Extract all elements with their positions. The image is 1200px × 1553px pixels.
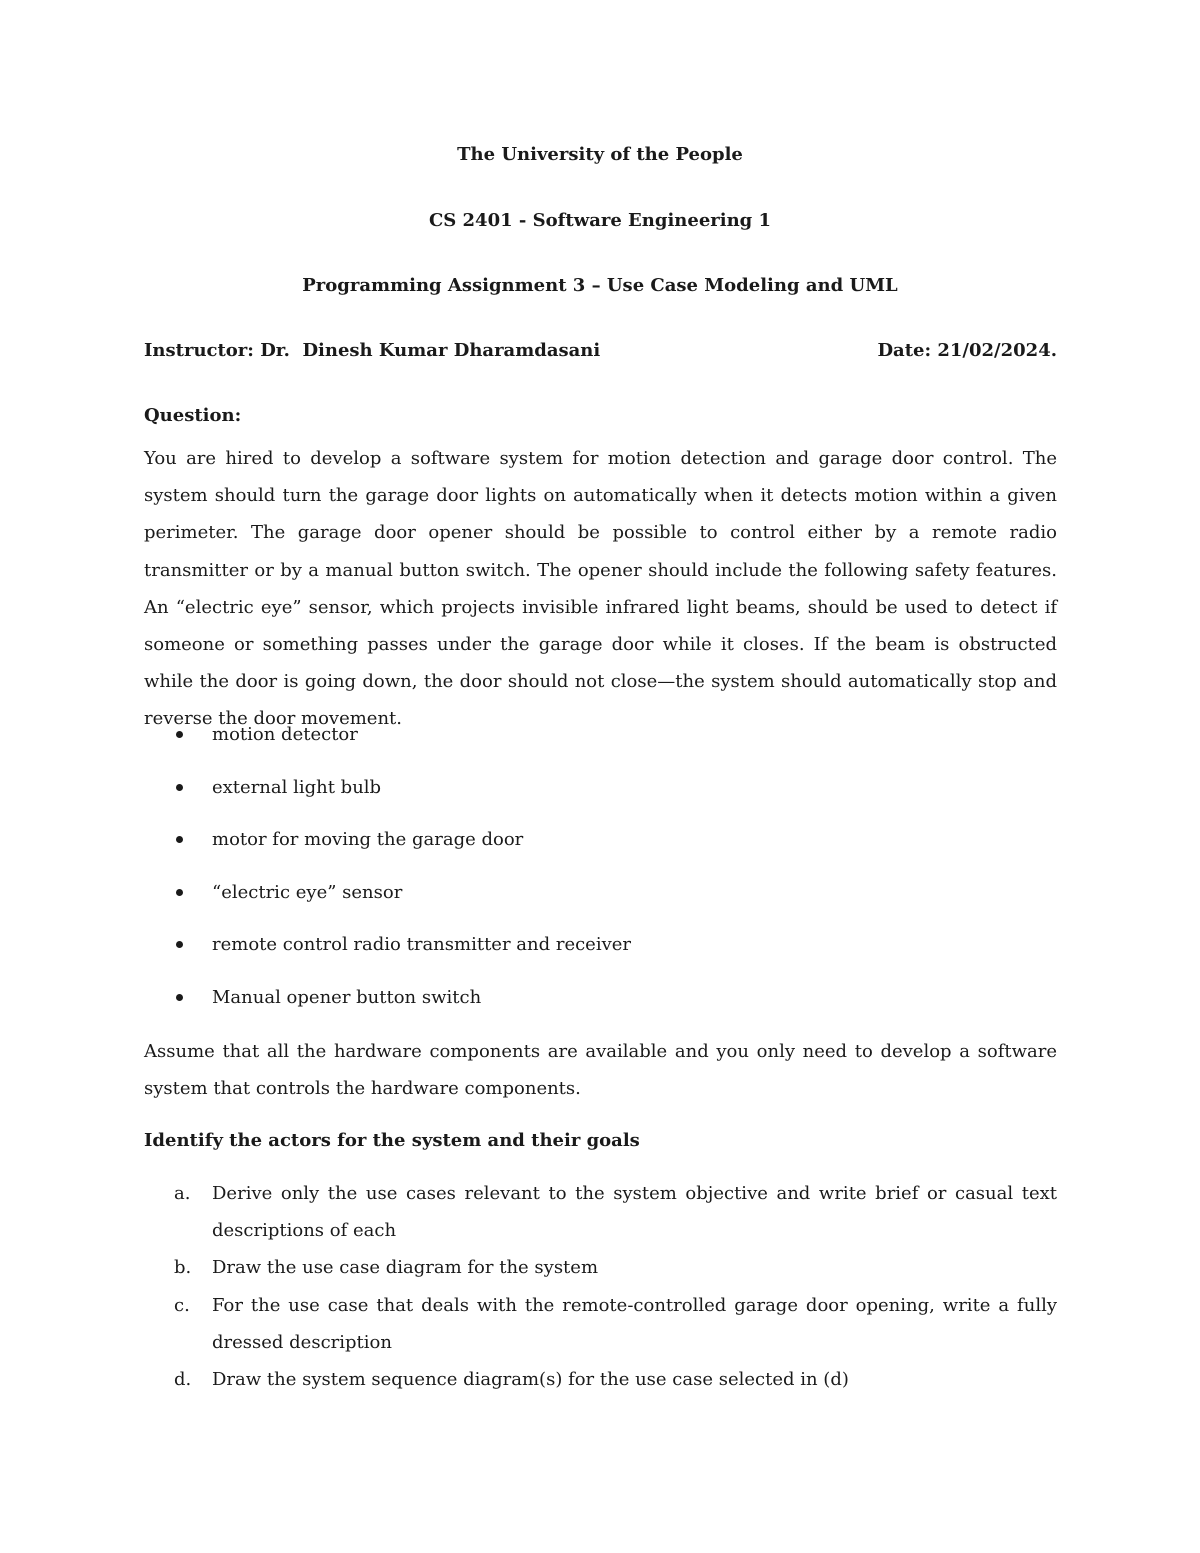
instructor-line: Instructor: Dr. Dinesh Kumar Dharamdasani <box>144 340 601 361</box>
bullet-icon <box>176 731 183 738</box>
list-item-text: Manual opener button switch <box>212 986 482 1008</box>
task-letter: c. <box>174 1294 190 1316</box>
task-item <box>144 1361 1057 1398</box>
list-item <box>144 979 1057 1032</box>
task-text: For the use case that deals with the remote-controlled garage door opening, write a fully dressed description <box>212 1294 1057 1353</box>
list-item-text: remote control radio transmitter and receiver <box>212 934 632 956</box>
task-item <box>144 1249 1057 1286</box>
list-item-text: “electric eye” sensor <box>212 881 403 903</box>
task-letter: a. <box>174 1183 191 1204</box>
bullet-icon <box>176 889 183 896</box>
meta-row <box>144 340 1057 361</box>
list-item <box>144 716 1057 769</box>
bullet-icon <box>176 941 183 948</box>
list-item <box>144 821 1057 874</box>
assumption-paragraph: Assume that all the hardware components are available and you only need to develop a software system that controls the hardware components. <box>144 1041 1057 1100</box>
university-title: The University of the People <box>457 144 743 165</box>
question-label: Question: <box>144 405 242 426</box>
task-text: Draw the system sequence diagram(s) for the use case selected in (d) <box>212 1369 849 1391</box>
list-item-text: motor for moving the garage door <box>212 829 524 851</box>
list-item <box>144 874 1057 927</box>
bullet-icon <box>176 836 183 843</box>
list-item <box>144 769 1057 822</box>
list-item-text: external light bulb <box>212 776 382 798</box>
components-list <box>144 716 1057 1032</box>
bullet-icon <box>176 784 183 791</box>
task-item <box>144 1175 1057 1249</box>
tasks-list <box>144 1175 1057 1398</box>
task-text: Draw the use case diagram for the system <box>212 1257 599 1279</box>
list-item-text: motion detector <box>212 724 358 745</box>
assignment-title: Programming Assignment 3 – Use Case Modeling and UML <box>302 275 898 296</box>
task-item <box>144 1287 1057 1361</box>
list-item <box>144 926 1057 979</box>
task-letter: d. <box>174 1369 192 1391</box>
tasks-heading: Identify the actors for the system and their goals <box>144 1130 640 1151</box>
task-text: Derive only the use cases relevant to the system objective and write brief or casual text descriptions of each <box>212 1183 1057 1242</box>
date-line: Date: 21/02/2024. <box>877 340 1057 361</box>
question-paragraph: You are hired to develop a software system for motion detection and garage door control. The system should turn the garage door lights on automatically when it detects motion within a given perimeter. The garage door opener should be possible to control either by a remote radio transmitter or by a manual button switch. The opener should include the following safety features. An “electric eye” sensor, which projects invisible infrared light beams, should be used to detect if someone or something passes under the garage door while it closes. If the beam is obstructed while the door is going down, the door should not close—the system should automatically stop and reverse the door movement. <box>144 448 1057 730</box>
bullet-icon <box>176 994 183 1001</box>
course-title: CS 2401 - Software Engineering 1 <box>428 210 772 231</box>
task-letter: b. <box>174 1257 192 1279</box>
